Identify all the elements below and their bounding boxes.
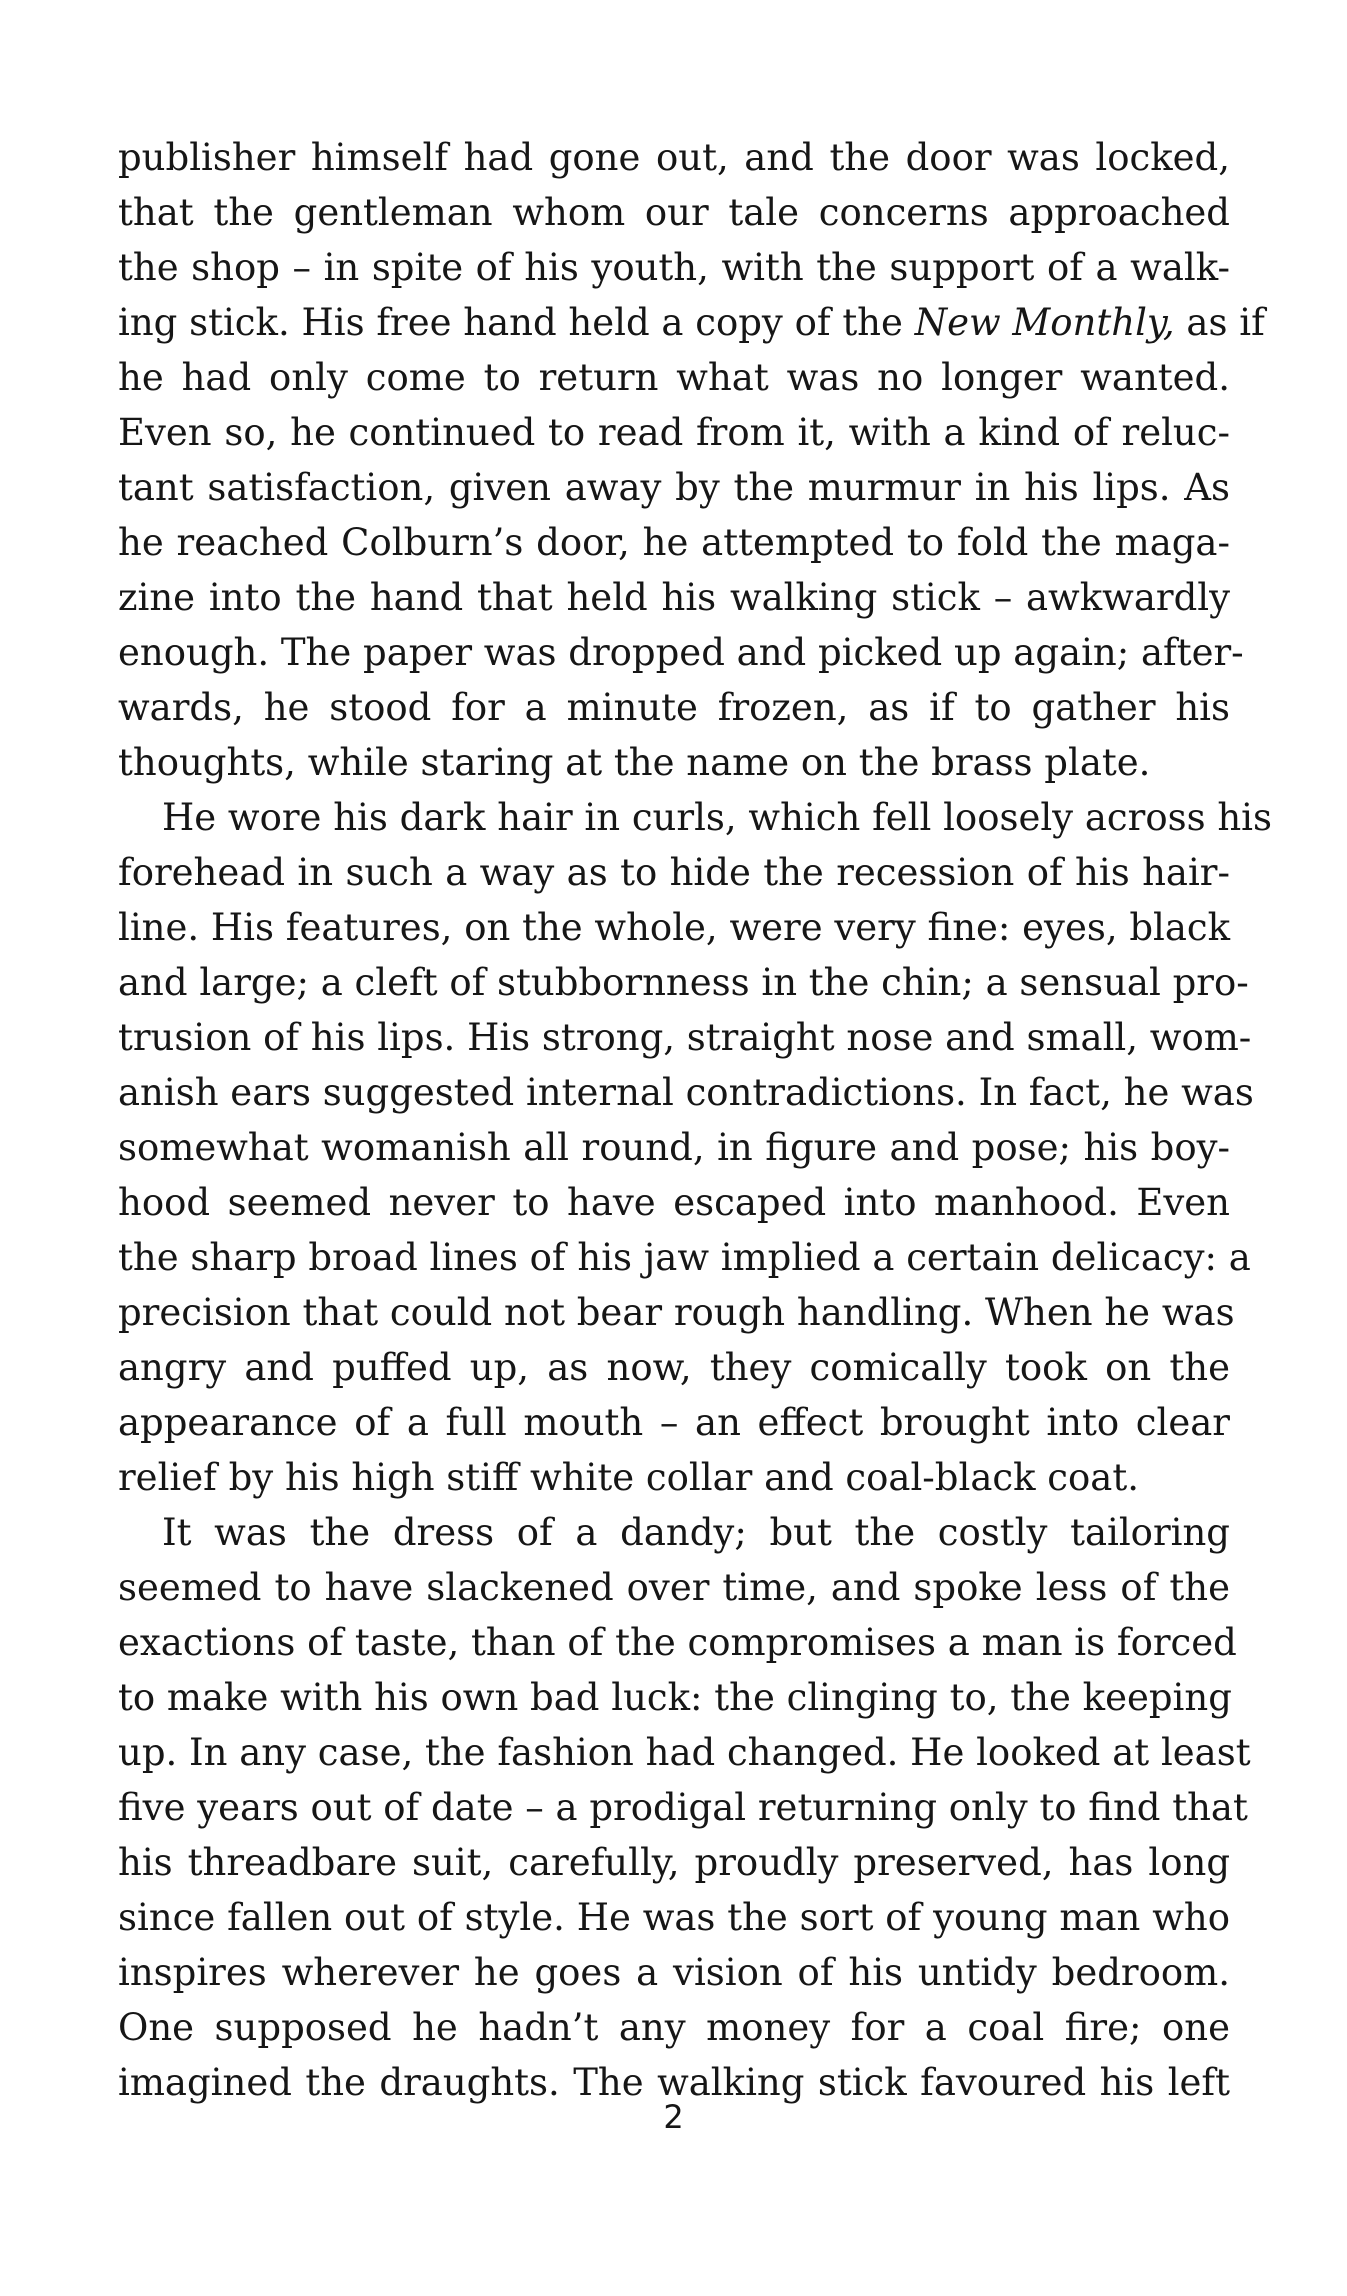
- text-line: relief by his high stiff white collar and coal-black coat.: [118, 1456, 1139, 1499]
- text-line: since fallen out of style. He was the sort of young man who: [118, 1896, 1230, 1939]
- body-text: [118, 130, 1272, 2110]
- text-line: he reached Colburn’s door, he attempted to fold the maga-: [118, 521, 1230, 564]
- text-line: appearance of a full mouth – an effect brought into clear: [118, 1401, 1230, 1444]
- text-line: precision that could not bear rough handling. When he was: [118, 1291, 1235, 1334]
- text-line: zine into the hand that held his walking stick – awkwardly: [118, 576, 1230, 619]
- page-number: 2: [663, 2098, 684, 2136]
- text-segment: as if: [1174, 301, 1265, 344]
- text-line: One supposed he hadn’t any money for a coal fire; one: [118, 2006, 1230, 2049]
- text-line: thoughts, while staring at the name on the brass plate.: [118, 741, 1151, 784]
- text-line: forehead in such a way as to hide the recession of his hair-: [118, 851, 1230, 894]
- text-line: wards, he stood for a minute frozen, as if to gather his: [118, 686, 1230, 729]
- text-line: trusion of his lips. His strong, straight nose and small, wom-: [118, 1016, 1252, 1059]
- text-line: [118, 295, 1265, 350]
- text-line: exactions of taste, than of the compromises a man is forced: [118, 1621, 1237, 1664]
- text-line: to make with his own bad luck: the clinging to, the keeping: [118, 1676, 1232, 1719]
- text-line: He wore his dark hair in curls, which fell loosely across his: [162, 796, 1272, 839]
- text-line: up. In any case, the fashion had changed. He looked at least: [118, 1731, 1251, 1774]
- text-line: publisher himself had gone out, and the door was locked,: [118, 136, 1230, 179]
- text-segment: ing stick. His free hand held a copy of the: [118, 301, 915, 344]
- text-line: It was the dress of a dandy; but the costly tailoring: [162, 1511, 1230, 1554]
- text-line: somewhat womanish all round, in figure and pose; his boy-: [118, 1126, 1230, 1169]
- text-line: seemed to have slackened over time, and spoke less of the: [118, 1566, 1230, 1609]
- text-line: the shop – in spite of his youth, with the support of a walk-: [118, 246, 1230, 289]
- text-line: the sharp broad lines of his jaw implied a certain delicacy: a: [118, 1236, 1251, 1279]
- text-line: anish ears suggested internal contradictions. In fact, he was: [118, 1071, 1254, 1114]
- text-line: inspires wherever he goes a vision of his untidy bedroom.: [118, 1951, 1230, 1994]
- text-line: imagined the draughts. The walking stick favoured his left: [118, 2061, 1230, 2104]
- text-line: angry and puffed up, as now, they comically took on the: [118, 1346, 1230, 1389]
- text-line: hood seemed never to have escaped into manhood. Even: [118, 1181, 1230, 1224]
- text-line: line. His features, on the whole, were very fine: eyes, black: [118, 906, 1231, 949]
- text-line: and large; a cleft of stubbornness in the chin; a sensual pro-: [118, 961, 1249, 1004]
- text-line: five years out of date – a prodigal returning only to find that: [118, 1786, 1248, 1829]
- text-line: tant satisfaction, given away by the murmur in his lips. As: [118, 466, 1230, 509]
- text-line: his threadbare suit, carefully, proudly preserved, has long: [118, 1841, 1230, 1884]
- magazine-title: New Monthly,: [914, 301, 1175, 344]
- text-line: Even so, he continued to read from it, with a kind of reluc-: [118, 411, 1230, 454]
- text-line: he had only come to return what was no longer wanted.: [118, 356, 1230, 399]
- text-line: enough. The paper was dropped and picked up again; after-: [118, 631, 1244, 674]
- text-line: that the gentleman whom our tale concerns approached: [118, 191, 1230, 234]
